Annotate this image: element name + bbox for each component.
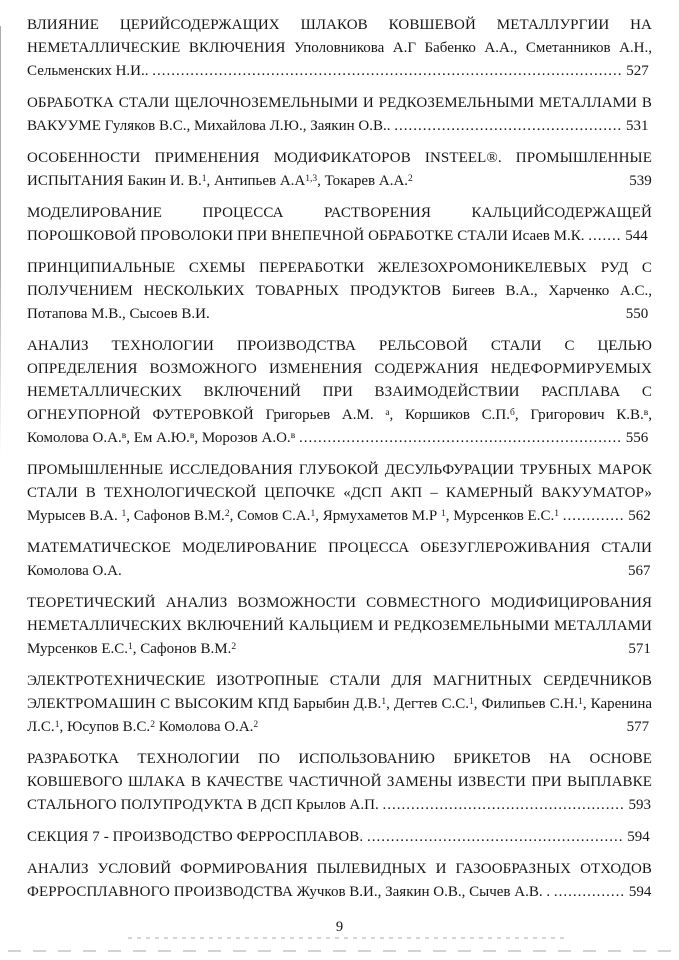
toc-entry xyxy=(27,592,652,661)
leader-dots: ................................................................................................... xyxy=(152,63,623,79)
scan-artifact-band xyxy=(128,937,564,939)
leader-dots: ​ ​ ​ ​ ​ ​ ​ ​ ​ ​ ​ ​ ​ ​ ​ ​ ​ ​ ​ ​ ​ ​ ​ ​ ​ ​ ​ ​ ​ ​ ​ ​ ​ ​ ​ ​ ​ ​ ​ ​ ​ ​ ​ ​ ​ ​ ​ ​ ​ ​ ​ ​ ​ ​ ​ ​ ​ ​ ​ ​ ​ ​ ​ ​ ​ ​ ​ ​ ​ ​ ​ ​ ​ ​ ​ ​ ​ ​ ​ ​ ​ ​ ​ ​ ​ ​ ​ ​ ​ ​ ​ ​ ​ ​ ​ ​ ​ ​ ​ ​ ​ ​ ​ ​ ​ xyxy=(125,563,625,579)
entry-authors: Григорьев А.М. $^а$, Коршиков С.П.$^б$, Григорович К.В.$^в$, Комолова О.А.$^в$, Ем А.Ю.$^в$, Морозов А.О.$^в$ xyxy=(27,407,653,446)
leader-dots: ​ ​ ​ ​ ​ ​ ​ ​ ​ ​ ​ ​ ​ ​ ​ ​ ​ ​ ​ ​ ​ ​ ​ ​ ​ ​ ​ ​ ​ ​ ​ ​ ​ ​ ​ ​ ​ ​ ​ ​ ​ ​ ​ ​ ​ ​ ​ ​ ​ ​ ​ ​ ​ ​ ​ ​ ​ ​ ​ ​ ​ ​ ​ ​ ​ ​ ​ ​ ​ ​ ​ ​ ​ ​ ​ ​ ​ ​ ​ ​ ​ xyxy=(239,641,625,657)
entry-page-number: 594 xyxy=(627,829,650,845)
entry-authors: Уполовникова А.Г Бабенко А.А., Сметанников А.Н., Сельменских Н.И.. xyxy=(27,40,652,79)
entry-authors: Комолова О.А. xyxy=(27,563,122,579)
entry-authors: Жучков В.И., Заякин О.В., Сычев А.В. . xyxy=(296,884,551,900)
entry-authors: Мурысев В.А. $^1$, Сафонов В.М.$^2$, Сомов С.А.$^1$, Ярмухаметов М.Р $^1$, Мурсенков Е.С.$^1$ xyxy=(27,508,559,524)
page-number-footer: 9 xyxy=(335,919,344,935)
entry-authors: Бакин И. В.$^1$, Антипьев $А.А^{1,3}$, Токарев А.А.$^2$ xyxy=(127,173,413,189)
entry-page-number: 577 xyxy=(626,719,650,735)
toc-entry xyxy=(27,92,652,138)
leader-dots: ...................................................... xyxy=(366,829,624,845)
entry-title: МОДЕЛИРОВАНИЕ ПРОЦЕССА РАСТВОРЕНИЯ КАЛЬЦИЙСОДЕРЖАЩЕЙ ПОРОШКОВОЙ ПРОВОЛОКИ ПРИ ВНЕПЕЧНОЙ ОБРАБОТКЕ СТАЛИ xyxy=(27,205,652,244)
entry-title: ПРИНЦИПИАЛЬНЫЕ СХЕМЫ ПЕРЕРАБОТКИ ЖЕЛЕЗОХРОМОНИКЕЛЕВЫХ РУД С ПОЛУЧЕНИЕМ НЕСКОЛЬКИХ ТОВАРНЫХ ПРОДУКТОВ xyxy=(27,260,652,299)
entry-page-number: 544 xyxy=(625,228,648,244)
toc-entry xyxy=(27,14,652,83)
entry-page-number: 593 xyxy=(628,797,651,813)
entry-title: СЕКЦИЯ 7 - ПРОИЗВОДСТВО ФЕРРОСПЛАВОВ. xyxy=(27,829,364,845)
leader-dots: ​ ​ ​ ​ ​ ​ ​ ​ ​ ​ ​ ​ ​ ​ ​ ​ ​ ​ ​ ​ ​ ​ ​ ​ ​ ​ ​ ​ ​ ​ ​ ​ ​ ​ ​ ​ ​ ​ ​ ​ ​ ​ ​ ​ ​ ​ ​ ​ ​ ​ ​ ​ ​ ​ ​ ​ ​ ​ ​ ​ ​ ​ ​ ​ ​ ​ ​ ​ ​ ​ ​ ​ ​ ​ ​ ​ ​ ​ ​ ​ ​ ​ ​ ​ ​ ​ xyxy=(213,306,622,322)
toc-entry xyxy=(27,335,652,450)
toc-entry xyxy=(27,537,652,583)
entry-page-number: 562 xyxy=(628,508,651,524)
scan-artifact-band xyxy=(8,950,671,952)
entry-title: РАЗРАБОТКА ТЕХНОЛОГИИ ПО ИСПОЛЬЗОВАНИЮ БРИКЕТОВ НА ОСНОВЕ КОВШЕВОГО ШЛАКА В КАЧЕСТВЕ ЧАСТИЧНОЙ ЗАМЕНЫ ИЗВЕСТИ ПРИ ВЫПЛАВКЕ СТАЛЬНОГО ПОЛУПРОДУКТА В ДСП xyxy=(27,751,652,813)
entry-authors: Бигеев В.А., Харченко А.С., Потапова М.В., Сысоев В.И. xyxy=(27,283,652,322)
entry-title: АНАЛИЗ ТЕХНОЛОГИИ ПРОИЗВОДСТВА РЕЛЬСОВОЙ СТАЛИ С ЦЕЛЬЮ ОПРЕДЕЛЕНИЯ ВОЗМОЖНОГО ИЗМЕНЕНИЯ СОДЕРЖАНИЯ НЕДЕФОРМИРУЕМЫХ НЕМЕТАЛЛИЧЕСКИХ ВКЛЮЧЕНИЙ ПРИ ВЗАИМОДЕЙСТВИИ РАСПЛАВА С ОГНЕУПОРНОЙ ФУТЕРОВКОЙ xyxy=(27,338,652,423)
entry-page-number: 527 xyxy=(626,63,649,79)
entry-page-number: 567 xyxy=(627,563,651,579)
toc-entry xyxy=(27,459,652,528)
scan-artifact-left-edge xyxy=(0,26,1,456)
entry-page-number: 571 xyxy=(628,641,651,657)
entry-title: ТЕОРЕТИЧЕСКИЙ АНАЛИЗ ВОЗМОЖНОСТИ СОВМЕСТНОГО МОДИФИЦИРОВАНИЯ НЕМЕТАЛЛИЧЕСКИХ ВКЛЮЧЕНИЙ КАЛЬЦИЕМ И РЕДКОЗЕМЕЛЬНЫМИ МЕТАЛЛАМИ xyxy=(27,595,652,634)
entry-title: ОСОБЕННОСТИ ПРИМЕНЕНИЯ МОДИФИКАТОРОВ INSTEEL®. ПРОМЫШЛЕННЫЕ ИСПЫТАНИЯ xyxy=(27,150,652,189)
entry-page-number: 556 xyxy=(625,430,649,446)
entry-authors: Исаев М.К. xyxy=(511,228,585,244)
toc-entry xyxy=(27,826,652,849)
leader-dots: ....... xyxy=(588,228,622,244)
leader-dots: ............. xyxy=(562,508,625,524)
leader-dots: ​ ​ ​ ​ ​ ​ ​ ​ ​ ​ ​ ​ ​ ​ ​ ​ ​ ​ ​ ​ ​ ​ ​ ​ ​ ​ ​ ​ ​ ​ ​ ​ ​ ​ ​ ​ ​ ​ ​ ​ ​ ​ ​ ​ ​ ​ ​ ​ ​ ​ ​ ​ ​ ​ ​ ​ ​ ​ ​ ​ ​ ​ ​ ​ ​ ​ ​ ​ ​ ​ ​ ​ ​ ​ ​ ​ xyxy=(261,719,623,735)
entry-title: АНАЛИЗ УСЛОВИЙ ФОРМИРОВАНИЯ ПЫЛЕВИДНЫХ И ГАЗООБРАЗНЫХ ОТХОДОВ ФЕРРОСПЛАВНОГО ПРОИЗВОДСТВА xyxy=(27,861,652,900)
toc-entry xyxy=(27,748,652,817)
toc-entry xyxy=(27,257,652,326)
entry-title: ЭЛЕКТРОТЕХНИЧЕСКИЕ ИЗОТРОПНЫЕ СТАЛИ ДЛЯ МАГНИТНЫХ СЕРДЕЧНИКОВ ЭЛЕКТРОМАШИН С ВЫСОКИМ КПД xyxy=(27,673,652,712)
entry-page-number: 531 xyxy=(625,118,649,134)
entry-title: ОБРАБОТКА СТАЛИ ЩЕЛОЧНОЗЕМЕЛЬНЫМИ И РЕДКОЗЕМЕЛЬНЫМИ МЕТАЛЛАМИ В ВАКУУМЕ xyxy=(27,95,652,134)
entry-authors: Мурсенков Е.С.$^1$, Сафонов В.М.$^2$ xyxy=(27,641,237,657)
leader-dots: ................................................... xyxy=(382,797,625,813)
leader-dots: ............... xyxy=(553,884,626,900)
leader-dots: ​ ​ ​ ​ ​ ​ ​ ​ ​ ​ ​ ​ ​ ​ ​ ​ ​ ​ ​ ​ ​ ​ ​ ​ ​ ​ ​ ​ ​ ​ ​ ​ ​ ​ ​ ​ ​ ​ ​ ​ ​ ​ ​ ​ xyxy=(416,173,626,189)
entry-title: ВЛИЯНИЕ ЦЕРИЙСОДЕРЖАЩИХ ШЛАКОВ КОВШЕВОЙ МЕТАЛЛУРГИИ НА НЕМЕТАЛЛИЧЕСКИЕ ВКЛЮЧЕНИЯ xyxy=(27,17,652,56)
toc-entry xyxy=(27,670,652,739)
toc-entry xyxy=(27,202,652,248)
leader-dots: ................................................ xyxy=(394,118,623,134)
entry-authors: Крылов А.П. xyxy=(296,797,379,813)
toc-entry xyxy=(27,858,652,904)
entry-title: МАТЕМАТИЧЕСКОЕ МОДЕЛИРОВАНИЕ ПРОЦЕССА ОБЕЗУГЛЕРОЖИВАНИЯ СТАЛИ xyxy=(27,540,652,556)
entry-authors: Барыбин Д.В.$^1$, Дегтев С.С.$^1$, Филипьев С.Н.$^1$, Каренина Л.С.$^1$, Юсупов В.С.$^2$ Комолова О.А.$^2$ xyxy=(27,696,653,735)
entry-page-number: 594 xyxy=(628,884,652,900)
entry-authors: Гуляков В.С., Михайлова Л.Ю., Заякин О.В.. xyxy=(104,118,391,134)
entry-page-number: 550 xyxy=(625,306,649,322)
leader-dots: .................................................................... xyxy=(298,430,622,446)
entry-title: ПРОМЫШЛЕННЫЕ ИССЛЕДОВАНИЯ ГЛУБОКОЙ ДЕСУЛЬФУРАЦИИ ТРУБНЫХ МАРОК СТАЛИ В ТЕХНОЛОГИЧЕСКОЙ ЦЕПОЧКЕ «ДСП АКП – КАМЕРНЫЙ ВАКУУМАТОР» xyxy=(27,462,652,501)
entry-page-number: 539 xyxy=(629,173,652,189)
toc-entry xyxy=(27,147,652,193)
